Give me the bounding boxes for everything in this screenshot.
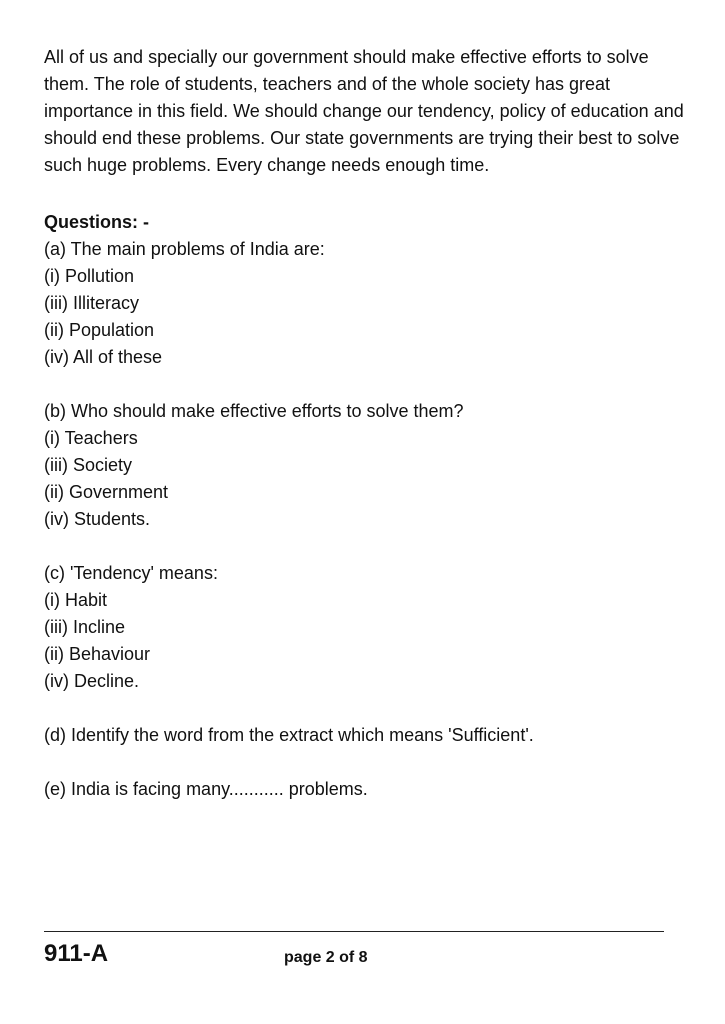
question-c: [44, 560, 684, 695]
question-c-option-4: (iv) Decline.: [44, 671, 140, 691]
passage-text: All of us and specially our government should make effective efforts to solve them. The role of students, teachers and of the whole society has great importance in this field. We should change our tendency, policy of education and should end these problems. Our state governments are trying their best to solve such huge problems. Every change needs enough time.: [44, 47, 684, 175]
questions-heading: Questions: -: [44, 212, 150, 232]
question-a-option-1: (i) Pollution: [44, 266, 135, 286]
question-c-text: (c) 'Tendency' means:: [44, 563, 218, 583]
question-b-option-4: (iv) Students.: [44, 509, 151, 529]
question-a: [44, 236, 684, 371]
page-number: page 2 of 8: [284, 949, 368, 966]
question-b-option-2: (iii) Society: [44, 455, 133, 475]
question-e: [44, 776, 684, 803]
exam-page: [44, 44, 684, 830]
question-b-option-1: (i) Teachers: [44, 428, 138, 448]
question-b-option-3: (ii) Government: [44, 482, 169, 502]
question-a-option-4: (iv) All of these: [44, 347, 163, 367]
question-a-text: (a) The main problems of India are:: [44, 239, 325, 259]
paper-code: 911-A: [44, 940, 109, 967]
footer-divider: [44, 931, 664, 932]
question-a-option-3: (ii) Population: [44, 320, 155, 340]
question-a-option-2: (iii) Illiteracy: [44, 293, 140, 313]
question-d: [44, 722, 684, 749]
question-c-option-3: (ii) Behaviour: [44, 644, 151, 664]
question-e-text: (e) India is facing many........... problems.: [44, 779, 368, 799]
question-c-option-2: (iii) Incline: [44, 617, 126, 637]
question-d-text: (d) Identify the word from the extract which means 'Sufficient'.: [44, 725, 534, 745]
question-b-text: (b) Who should make effective efforts to solve them?: [44, 401, 464, 421]
question-c-option-1: (i) Habit: [44, 590, 108, 610]
question-b: [44, 398, 684, 533]
